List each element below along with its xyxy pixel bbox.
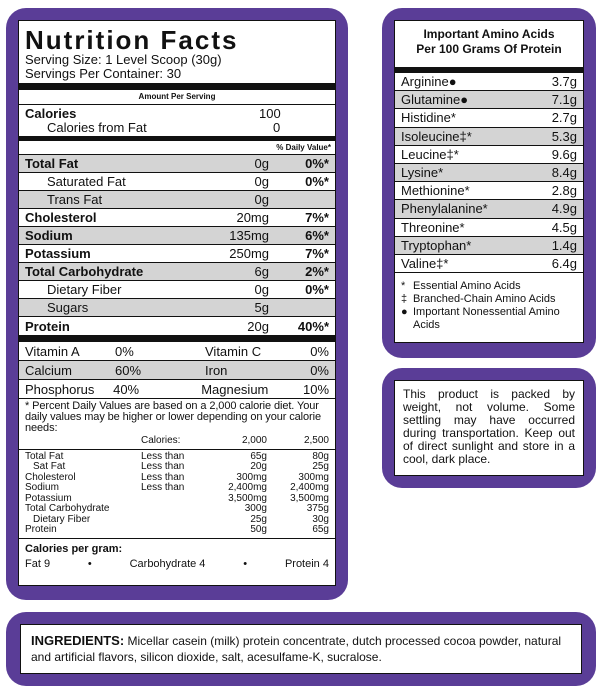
note-text: Essential Amino Acids — [413, 280, 521, 293]
cell: 65g — [312, 524, 329, 535]
amino-name: Glutamine● — [401, 92, 469, 108]
cell: 50g — [250, 524, 267, 535]
storage-panel-frame — [382, 368, 596, 488]
nutrient-label: Dietary Fiber — [47, 282, 122, 297]
amino-name: Histidine* — [401, 110, 456, 126]
vitamin-value: 0% — [310, 343, 329, 359]
nutrient-percent: 0%* — [305, 282, 329, 297]
nutrient-percent: 7%* — [305, 210, 329, 225]
amino-panel-frame — [382, 8, 596, 358]
cell: Potassium — [25, 492, 72, 504]
amino-note — [401, 306, 577, 332]
amino-row — [395, 109, 583, 127]
divider-thick — [19, 335, 335, 342]
cell — [141, 515, 203, 526]
nutrient-percent: 0%* — [305, 174, 329, 189]
amount-per-serving: Amount Per Serving — [19, 90, 335, 105]
nutrient-row — [19, 263, 335, 281]
daily-value-header: % Daily Value* — [19, 141, 335, 155]
calories-from-fat-label: Calories from Fat — [47, 120, 147, 135]
amino-row — [395, 219, 583, 237]
cell: Dietary Fiber — [33, 513, 91, 525]
amino-row — [395, 146, 583, 164]
amino-acids-table — [394, 20, 584, 343]
nutrient-amount: 20g — [247, 318, 269, 334]
nutrient-row — [19, 317, 335, 335]
ingredients-text: Micellar casein (milk) protein concentrate, dutch processed cocoa powder, natural and artificial flavors, silicon dioxide, salt, acesulfame-K, sucralose. — [31, 634, 562, 664]
nutrient-label: Cholesterol — [25, 210, 97, 225]
cell: 300g — [244, 503, 267, 514]
amino-value: 6.4g — [551, 255, 577, 271]
carb-per-gram: Carbohydrate 4 — [129, 557, 206, 570]
amino-note — [401, 280, 577, 293]
vitamin-label: Iron — [205, 362, 228, 378]
vitamin-value: 10% — [302, 381, 330, 397]
calories-per-gram-label: Calories per gram: — [25, 542, 123, 555]
nutrient-label: Total Carbohydrate — [25, 264, 144, 279]
note-symbol: * — [401, 280, 406, 293]
nutrient-label: Protein — [25, 318, 70, 334]
amino-value: 7.1g — [551, 92, 577, 108]
amino-value: 1.4g — [551, 237, 577, 253]
cell — [141, 504, 203, 515]
amino-row — [395, 255, 583, 273]
calorie-table-row — [25, 515, 329, 526]
amino-name: Phenylalanine* — [401, 201, 488, 217]
nutrient-percent: 0%* — [305, 156, 329, 171]
nutrient-percent: 7%* — [305, 246, 329, 261]
amino-name: Methionine* — [401, 183, 470, 199]
storage-note: This product is packed by weight, not volume. Some settling may have occurred during transportation. Keep out of direct sunlight and store in a cool, dark place. — [394, 380, 584, 476]
cell: Less than — [141, 461, 185, 472]
ingredients-label: INGREDIENTS: — [31, 633, 125, 648]
divider-thick — [19, 83, 335, 90]
cell: 300mg — [236, 471, 267, 483]
nutrient-amount: 250mg — [229, 246, 269, 261]
nutrient-amount: 0g — [254, 174, 269, 189]
amino-row — [395, 73, 583, 91]
amino-rows — [395, 73, 583, 273]
calorie-table-body — [19, 450, 335, 539]
amino-row — [395, 128, 583, 146]
calorie-reference-table — [25, 436, 329, 539]
vitamin-label: Calcium — [25, 362, 72, 378]
amino-name: Lysine* — [401, 164, 444, 180]
cell: 25g — [250, 513, 267, 525]
vitamin-value: 0% — [310, 362, 329, 378]
amino-value: 9.6g — [551, 146, 577, 162]
cell: 2,400mg — [228, 482, 267, 493]
cell — [141, 494, 203, 505]
nutrient-row — [19, 209, 335, 227]
cell: 2,400mg — [290, 482, 329, 493]
cell: 375g — [306, 503, 329, 514]
cell: Less than — [141, 482, 185, 493]
note-text: Important Nonessential Amino Acids — [413, 306, 560, 332]
nutrient-row — [19, 227, 335, 245]
nutrient-row — [19, 245, 335, 263]
cell: Calories: — [141, 435, 181, 446]
cell: Less than — [141, 471, 185, 483]
vitamin-label: Phosphorus — [25, 381, 95, 397]
nutrient-amount: 6g — [254, 264, 269, 279]
calorie-table-row — [25, 504, 329, 515]
ingredients-box — [20, 624, 582, 674]
protein-per-gram: Protein 4 — [284, 557, 329, 570]
cell: 300mg — [298, 471, 329, 483]
bullet: • — [87, 557, 92, 570]
ingredients-panel-frame — [6, 612, 596, 686]
amino-row — [395, 182, 583, 200]
calorie-table-header — [19, 436, 335, 450]
cell: 3,500mg — [228, 492, 267, 504]
cell: Sodium — [25, 482, 59, 493]
nutrient-row — [19, 281, 335, 299]
vitamin-value: 40% — [113, 381, 140, 397]
amino-name: Threonine* — [401, 219, 465, 235]
note-symbol: ● — [401, 306, 408, 319]
vitamin-row — [19, 342, 335, 361]
nutrient-percent: 2%* — [305, 264, 329, 279]
amino-name: Tryptophan* — [401, 237, 472, 253]
vitamin-label: Vitamin C — [205, 343, 262, 359]
cell: Total Fat — [25, 450, 64, 462]
cell: 30g — [312, 513, 329, 525]
serving-size: Serving Size: 1 Level Scoop (30g) — [25, 52, 222, 67]
note-text: Branched-Chain Amino Acids — [413, 293, 556, 306]
amino-title-line: Per 100 Grams Of Protein — [416, 42, 562, 56]
calories-value: 100 — [259, 106, 281, 121]
nutrient-amount: 135mg — [229, 228, 269, 243]
amino-title-line: Important Amino Acids — [423, 27, 555, 41]
calories-label: Calories — [25, 106, 77, 121]
cell: Cholesterol — [25, 471, 76, 483]
vitamin-label: Vitamin A — [25, 343, 80, 359]
amino-value: 2.8g — [551, 183, 577, 199]
nutrition-title: Nutrition Facts — [25, 25, 239, 55]
amino-notes — [395, 273, 583, 332]
amino-value: 5.3g — [551, 128, 577, 144]
vitamin-value: 60% — [115, 362, 142, 378]
amino-name: Isoleucine‡* — [401, 128, 472, 144]
cell: Total Carbohydrate — [25, 503, 110, 514]
cell: 20g — [250, 461, 267, 472]
nutrient-amount: 0g — [254, 192, 269, 207]
amino-value: 3.7g — [551, 74, 577, 89]
cell — [141, 525, 203, 536]
vitamin-row — [19, 380, 335, 399]
vitamin-value: 0% — [115, 343, 134, 359]
nutrient-row — [19, 191, 335, 209]
cell: 65g — [250, 450, 267, 462]
fat-per-gram: Fat 9 — [25, 557, 51, 570]
amino-value: 4.9g — [551, 201, 577, 217]
calories-from-fat-value: 0 — [273, 120, 281, 135]
calories-per-gram — [25, 543, 329, 570]
calorie-table-row — [25, 525, 329, 536]
calorie-table-row — [25, 462, 329, 473]
calorie-table-row — [25, 483, 329, 494]
amino-title — [395, 21, 583, 67]
nutrient-label: Sodium — [25, 228, 73, 243]
amino-row — [395, 164, 583, 182]
amino-row — [395, 91, 583, 109]
note-symbol: ‡ — [401, 293, 408, 306]
amino-value: 8.4g — [551, 164, 577, 180]
amino-row — [395, 200, 583, 218]
amino-name: Leucine‡* — [401, 146, 459, 162]
nutrient-amount: 0g — [254, 282, 269, 297]
nutrient-label: Total Fat — [25, 156, 79, 171]
nutrient-label: Sugars — [47, 300, 89, 315]
amino-value: 2.7g — [551, 110, 577, 126]
cell: Protein — [25, 524, 57, 535]
cell: 2,500 — [303, 435, 329, 446]
cell: Sat Fat — [33, 461, 66, 472]
amino-value: 4.5g — [551, 219, 577, 235]
bullet: • — [243, 557, 248, 570]
amino-name: Arginine● — [401, 74, 457, 89]
nutrition-facts-label — [18, 20, 336, 586]
cell: 80g — [312, 450, 329, 462]
cell: 2,000 — [241, 435, 267, 446]
nutrition-panel-frame — [6, 8, 348, 600]
servings-per-container: Servings Per Container: 30 — [25, 66, 182, 81]
nutrient-amount: 20mg — [236, 210, 269, 225]
nutrient-amount: 0g — [254, 156, 269, 171]
nutrient-percent: 40%* — [297, 318, 329, 334]
cell: 3,500mg — [290, 492, 329, 504]
amino-name: Valine‡* — [401, 255, 449, 271]
amino-note — [401, 293, 577, 306]
cell: Less than — [141, 450, 185, 462]
nutrient-row — [19, 173, 335, 191]
amino-row — [395, 237, 583, 255]
vitamin-label: Magnesium — [201, 381, 269, 397]
daily-value-footnote: * Percent Daily Values are based on a 2,000 calorie diet. Your daily values may be higher or lower depending on your calorie needs: — [25, 400, 321, 434]
nutrient-amount: 5g — [254, 300, 269, 315]
nutrient-percent: 6%* — [305, 228, 329, 243]
nutrient-row — [19, 299, 335, 317]
vitamin-row — [19, 361, 335, 380]
calories-per-gram-values — [25, 558, 329, 570]
cell: 25g — [312, 461, 329, 472]
nutrient-row — [19, 155, 335, 173]
nutrient-label: Trans Fat — [47, 192, 103, 207]
nutrient-label: Potassium — [25, 246, 91, 261]
cell — [25, 436, 141, 447]
calories-block — [19, 105, 335, 141]
nutrient-label: Saturated Fat — [47, 174, 126, 189]
